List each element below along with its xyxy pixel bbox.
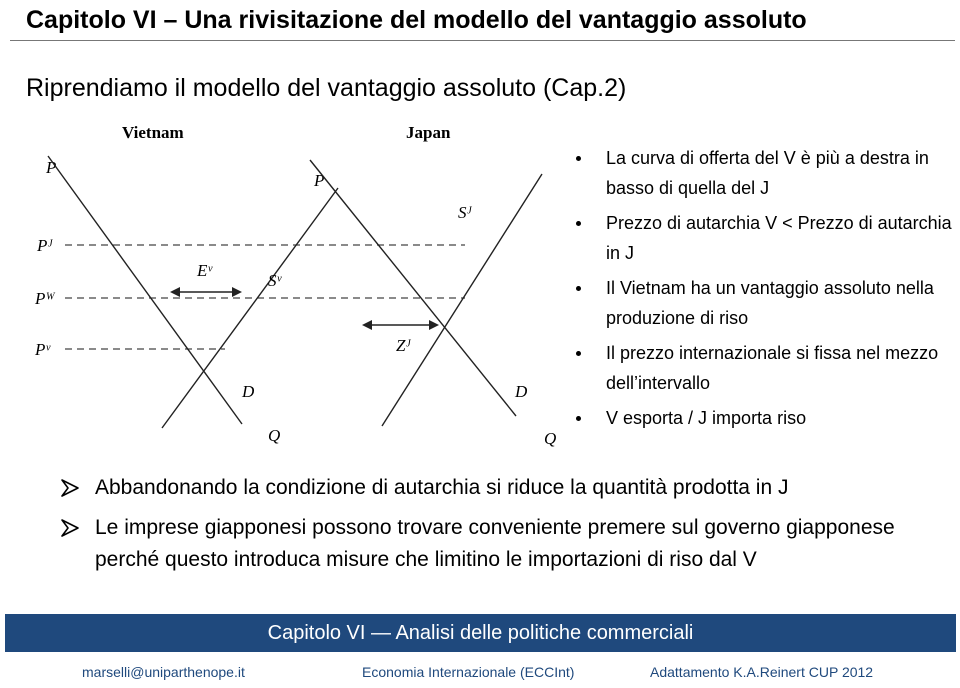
vietnam-exports-arrow xyxy=(170,287,242,297)
footer-credit: Adattamento K.A.Reinert CUP 2012 xyxy=(650,664,874,680)
bullet-item: La curva di offerta del V è più a destra in basso di quella del J xyxy=(570,143,955,203)
bullet-item: V esporta / J importa riso xyxy=(570,403,955,433)
vietnam-x-axis-label: Q xyxy=(268,426,281,445)
vietnam-pv-label: Pᵛ xyxy=(35,340,51,359)
footer-course: Economia Internazionale (ECCInt) xyxy=(362,664,575,680)
japan-supply-label: Sᴶ xyxy=(458,203,473,222)
vietnam-pj-label: Pᴶ xyxy=(37,236,54,255)
footer-band: Capitolo VI — Analisi delle politiche commerciali xyxy=(5,614,956,652)
arrow-point-item: Abbandonando la condizione di autarchia si riduce la quantità prodotta in J xyxy=(60,472,940,504)
arrowhead-bullet-icon xyxy=(60,518,80,538)
bullet-dot-icon xyxy=(576,351,581,356)
japan-imports-label: Zᴶ xyxy=(396,336,412,355)
bullet-item: Il prezzo internazionale si fissa nel mezzo dell’intervallo xyxy=(570,338,955,398)
footer-email: marselli@uniparthenope.it xyxy=(82,664,245,680)
arrowhead-bullet-icon xyxy=(60,478,80,498)
bullet-dot-icon xyxy=(576,416,581,421)
vietnam-demand-label: D xyxy=(242,382,255,401)
japan-y-axis-label: P xyxy=(314,171,325,190)
bullet-item: Prezzo di autarchia V < Prezzo di autarchia in J xyxy=(570,208,955,268)
bullet-dot-icon xyxy=(576,221,581,226)
bullet-list xyxy=(570,143,955,438)
arrow-point-item: Le imprese giapponesi possono trovare conveniente premere sul governo giapponese perché questo introduca misure che limitino le importazioni di riso dal V xyxy=(60,512,940,576)
vietnam-pw-label: Pᵂ xyxy=(35,289,56,308)
vietnam-panel-title: Vietnam xyxy=(122,123,184,142)
vietnam-y-axis-label: P xyxy=(46,158,57,177)
bullet-item: Il Vietnam ha un vantaggio assoluto nella produzione di riso xyxy=(570,273,955,333)
supply-demand-diagram xyxy=(20,118,575,453)
title-divider xyxy=(10,40,955,41)
japan-demand-label: D xyxy=(515,382,528,401)
bullet-dot-icon xyxy=(576,156,581,161)
vietnam-exports-label: Eᵛ xyxy=(197,261,213,280)
japan-x-axis-label: Q xyxy=(544,429,557,448)
slide-subtitle: Riprendiamo il modello del vantaggio assoluto (Cap.2) xyxy=(26,74,627,102)
vietnam-supply-label: Sᵛ xyxy=(268,271,282,290)
arrow-point-list xyxy=(60,472,940,584)
vietnam-demand-curve xyxy=(48,156,242,424)
japan-imports-arrow xyxy=(362,320,439,330)
japan-panel-title: Japan xyxy=(406,123,451,142)
slide-title: Capitolo VI – Una rivisitazione del modello del vantaggio assoluto xyxy=(26,6,807,34)
bullet-dot-icon xyxy=(576,286,581,291)
